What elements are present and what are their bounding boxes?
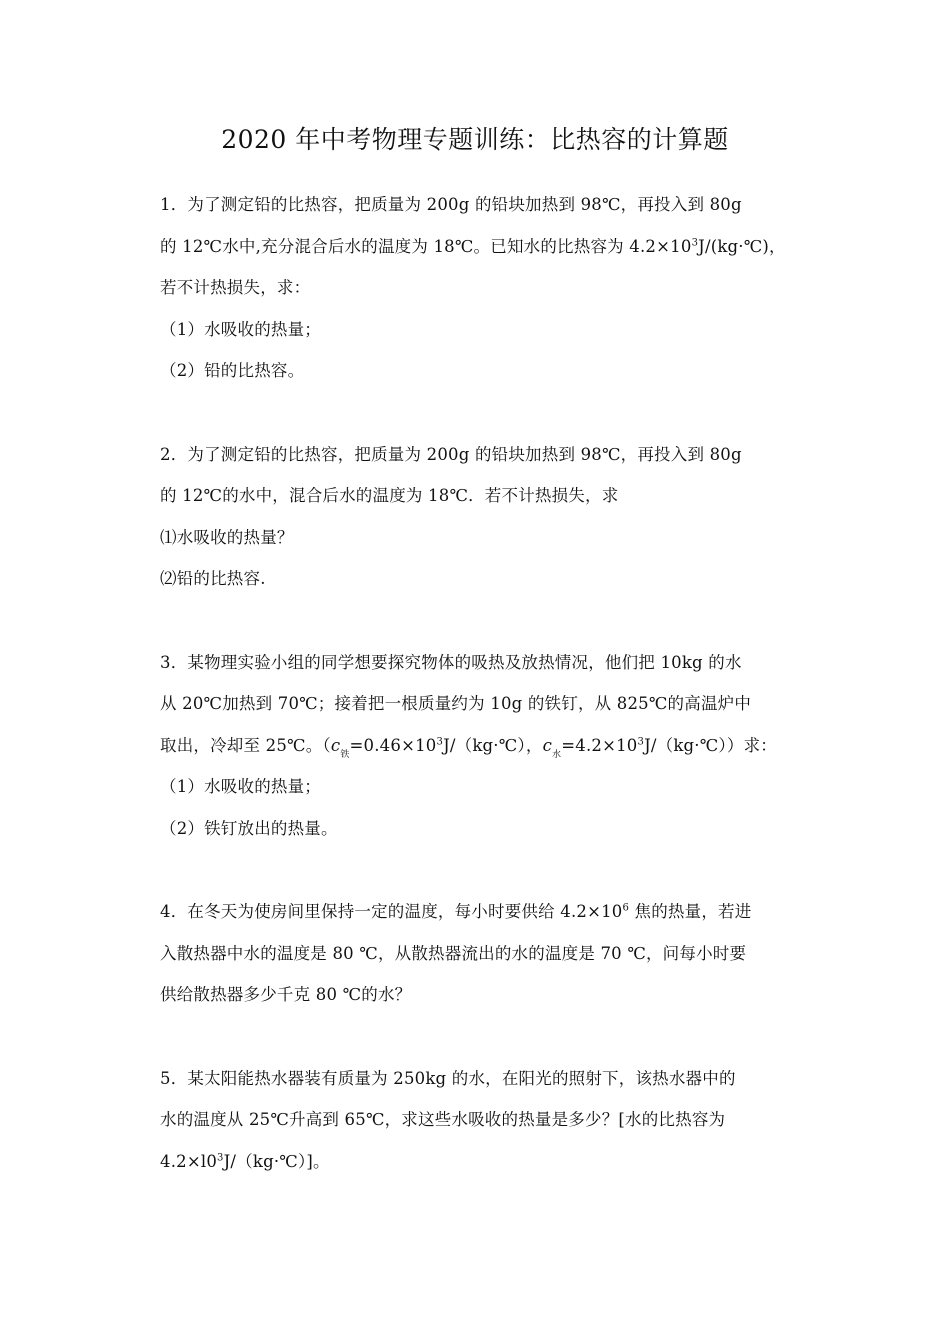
text-segment: 4.2×l0	[160, 1151, 218, 1171]
text-segment: =0.46×10	[349, 735, 437, 755]
superscript-exponent: 6	[622, 902, 630, 914]
problem-list	[160, 184, 820, 1224]
problem-text-line: 若不计热损失，求：	[160, 278, 311, 297]
problem-text-line: 2．为了测定铅的比热容，把质量为 200g 的铅块加热到 98℃，再投入到 80g	[160, 444, 742, 464]
text-segment: =4.2×10	[561, 735, 638, 755]
superscript-exponent: 3	[217, 1152, 224, 1163]
superscript-exponent: 3	[637, 736, 645, 747]
sub-question: （2）铅的比热容。	[160, 361, 305, 380]
problem-text-line: 从 20℃加热到 70℃；接着把一根质量约为 10g 的铁钉，从 825℃的高温炉中	[160, 694, 752, 713]
subscript-iron: 铁	[340, 749, 350, 760]
problem-text-line	[160, 891, 820, 933]
problem-text-line: 3．某物理实验小组的同学想要探究物体的吸热及放热情况，他们把 10kg 的水	[160, 652, 742, 672]
problem-text-line: 5．某太阳能热水器装有质量为 250kg 的水，在阳光的照射下，该热水器中的	[160, 1068, 736, 1088]
sub-question: （2）铁钉放出的热量。	[160, 818, 338, 838]
problem-4	[160, 891, 820, 1016]
sub-question: （1）水吸收的热量；	[160, 319, 321, 339]
sub-question: ⑵铅的比热容.	[160, 569, 266, 588]
text-segment: 取出，冷却至 25℃。（	[160, 735, 331, 755]
problem-2	[160, 434, 820, 600]
symbol-c: c	[330, 735, 341, 755]
text-segment: 4．在冬天为使房间里保持一定的温度，每小时要供给 4.2×10	[160, 902, 623, 921]
problem-text-line: 水的温度从 25℃升高到 65℃，求这些水吸收的热量是多少？[水的比热容为	[160, 1110, 726, 1129]
problem-text-line	[160, 725, 820, 767]
document-title: 2020 年中考物理专题训练：比热容的计算题	[221, 125, 729, 154]
problem-text-line: 的 12℃的水中，混合后水的温度为 18℃．若不计热损失，求	[160, 486, 619, 505]
sub-question: ⑴水吸收的热量？	[160, 527, 294, 547]
problem-text-line: 入散热器中水的温度是 80 ℃，从散热器流出的水的温度是 70 ℃，问每小时要	[160, 943, 747, 963]
symbol-c: c	[542, 735, 553, 755]
problem-text-line: 1．为了测定铅的比热容，把质量为 200g 的铅块加热到 98℃，再投入到 80g	[160, 195, 742, 214]
superscript-exponent: 3	[691, 237, 699, 248]
text-segment: J/（kg·℃），	[443, 735, 543, 755]
text-segment: 焦的热量，若进	[629, 902, 752, 921]
problem-5	[160, 1058, 820, 1183]
problem-text-line	[160, 226, 820, 268]
text-segment: J/（kg·℃））求：	[644, 735, 777, 755]
sub-question: （1）水吸收的热量；	[160, 777, 321, 796]
text-segment: 的 12℃水中,充分混合后水的温度为 18℃。已知水的比热容为 4.2×10	[160, 236, 692, 256]
problem-3	[160, 642, 820, 850]
problem-1	[160, 184, 820, 392]
subscript-water: 水	[552, 749, 562, 760]
superscript-exponent: 3	[436, 736, 444, 747]
text-segment: J/(kg·℃)，	[698, 236, 786, 256]
problem-text-line: 供给散热器多少千克 80 ℃的水？	[160, 985, 412, 1004]
text-segment: J/（kg·℃）]。	[223, 1151, 330, 1171]
problem-text-line	[160, 1141, 820, 1183]
